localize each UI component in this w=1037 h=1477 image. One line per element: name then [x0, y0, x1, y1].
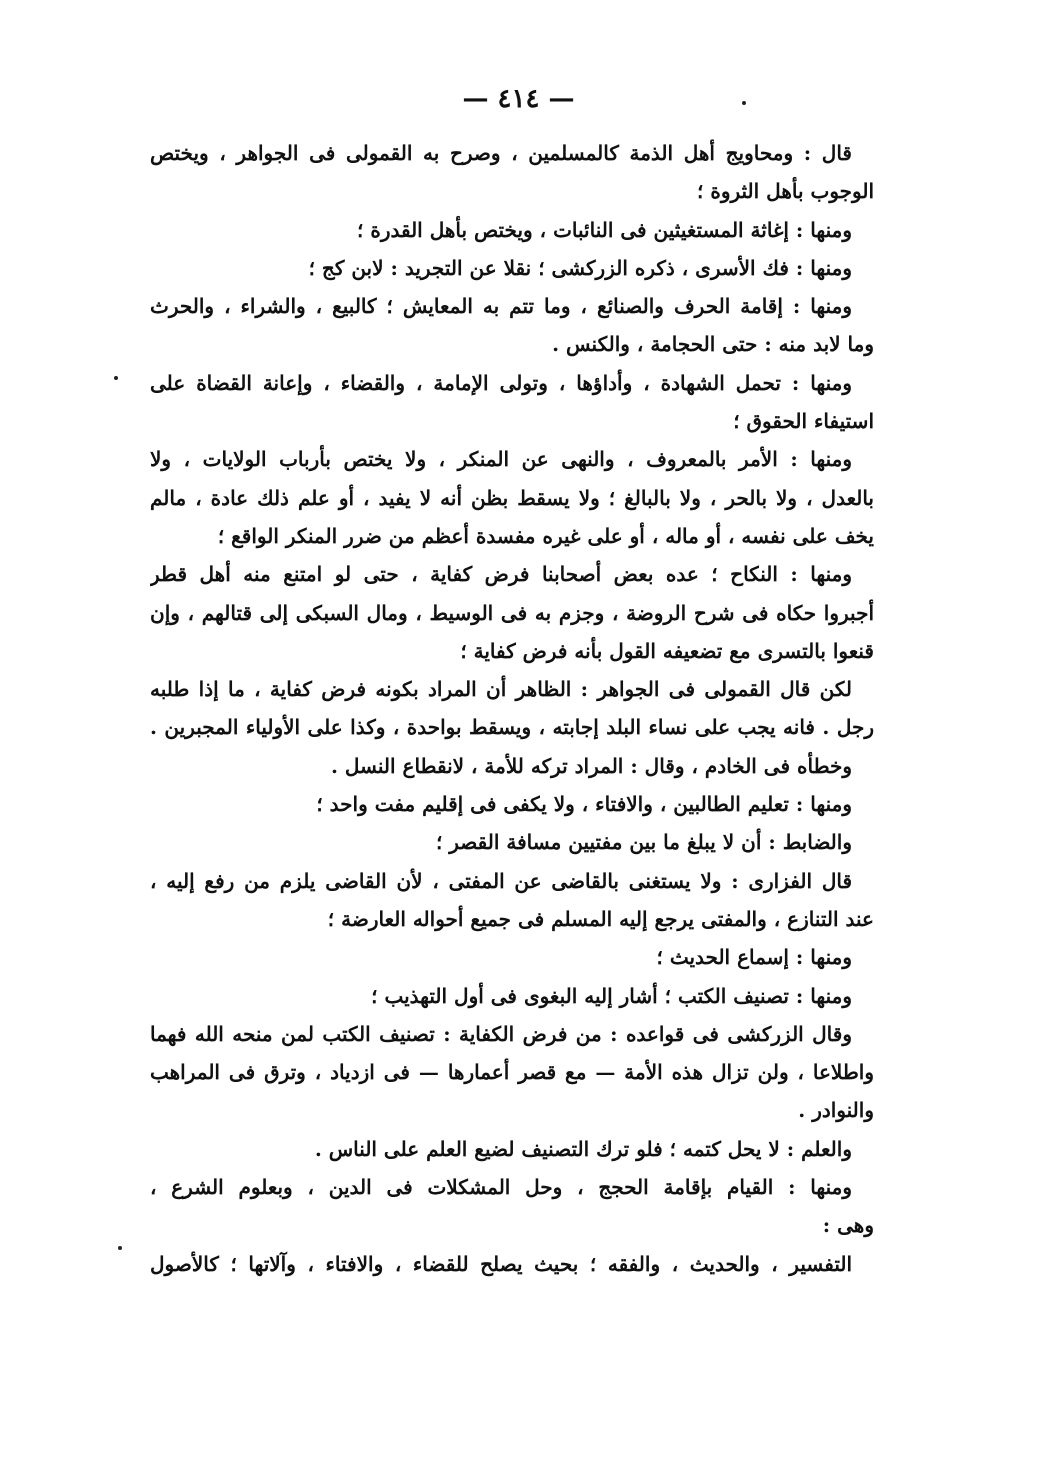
text-line: قال : ومحاويج أهل الذمة كالمسلمين ، وصرح به القمولى فى الجواهر ، ويختص: [150, 141, 852, 165]
text-line: ومنها : تحمل الشهادة ، وأداؤها ، وتولى الإمامة ، والقضاء ، وإعانة القضاة على: [150, 370, 852, 395]
text-line: ومنها : تعليم الطالبين ، والافتاء ، ولا يكفى فى إقليم مفت واحد ؛: [316, 792, 852, 817]
text-line: والنوادر .: [798, 1098, 874, 1123]
text-line: رجل . فانه يجب على نساء البلد إجابته ، ويسقط بواحدة ، وكذا على الأولياء المجبرين .: [150, 715, 874, 740]
text-line: استيفاء الحقوق ؛: [733, 409, 874, 434]
text-line: ومنها : إغاثة المستغيثين فى النائبات ، ويختص بأهل القدرة ؛: [357, 217, 852, 242]
text-line: والضابط : أن لا يبلغ ما بين مفتيين مسافة القصر ؛: [435, 830, 852, 855]
text-line: عند التنازع ، والمفتى يرجع إليه المسلم فى جميع أحواله العارضة ؛: [327, 906, 874, 931]
text-line: ومنها : النكاح ؛ عده بعض أصحابنا فرض كفاية ، حتى لو امتنع منه أهل قطر: [150, 562, 852, 587]
text-line: بالعدل ، ولا بالحر ، ولا بالبالغ ؛ ولا يسقط بظن أنه لا يفيد ، أو علم ذلك عادة ، مالم: [150, 485, 874, 510]
text-line: ومنها : إسماع الحديث ؛: [656, 945, 852, 970]
text-line: أجبروا حكاه فى شرح الروضة ، وجزم به فى الوسيط ، ومال السبكى إلى قتالهم ، وإن: [150, 600, 874, 625]
text-line: يخف على نفسه ، أو ماله ، أو على غيره مفسدة أعظم من ضرر المنكر الواقع ؛: [217, 523, 874, 548]
text-line: لكن قال القمولى فى الجواهر : الظاهر أن المراد بكونه فرض كفاية ، ما إذا طلبه: [150, 677, 852, 702]
text-line: ومنها : تصنيف الكتب ؛ أشار إليه البغوى فى أول التهذيب ؛: [371, 983, 852, 1008]
scan-speck-lower-left: [118, 1246, 122, 1250]
text-line: قال الفزارى : ولا يستغنى بالقاضى عن المفتى ، لأن القاضى يلزم من رفع إليه ،: [150, 868, 852, 893]
text-line: وخطأه فى الخادم ، وقال : المراد تركه للأمة ، لانقطاع النسل .: [330, 753, 852, 778]
text-line: وما لابد منه : حتى الحجامة ، والكنس .: [552, 332, 874, 357]
text-line: الوجوب بأهل الثروة ؛: [697, 179, 874, 204]
body-text: [150, 134, 874, 1283]
text-line: قنعوا بالتسرى مع تضعيفه القول بأنه فرض كفاية ؛: [460, 638, 874, 663]
text-line: ومنها : الأمر بالمعروف ، والنهى عن المنكر ، ولا يختص بأرباب الولايات ، ولا: [150, 447, 852, 472]
page-number: — ٤١٤ —: [462, 84, 575, 114]
text-line: والعلم : لا يحل كتمه ؛ فلو ترك التصنيف لضيع العلم على الناس .: [314, 1136, 852, 1161]
scan-speck-left: [114, 376, 118, 380]
text-line: وقال الزركشى فى قواعده : من فرض الكفاية : تصنيف الكتب لمن منحه الله فهما: [150, 1021, 852, 1046]
text-line: التفسير ، والحديث ، والفقه ؛ بحيث يصلح للقضاء ، والافتاء ، وآلاتها ؛ كالأصول: [150, 1251, 852, 1276]
text-line: ومنها : فك الأسرى ، ذكره الزركشى ؛ نقلا عن التجريد : لابن كج ؛: [308, 255, 852, 280]
text-line: وهى :: [822, 1213, 874, 1238]
text-line: ومنها : القيام بإقامة الحجج ، وحل المشكلات فى الدين ، وبعلوم الشرع ،: [150, 1175, 852, 1200]
scan-speck-top: [742, 101, 746, 105]
text-line: واطلاعا ، ولن تزال هذه الأمة — مع قصر أعمارها — فى ازدياد ، وترق فى المراهب: [150, 1060, 874, 1085]
text-line: ومنها : إقامة الحرف والصنائع ، وما تتم به المعايش ؛ كالبيع ، والشراء ، والحرث: [150, 294, 852, 319]
